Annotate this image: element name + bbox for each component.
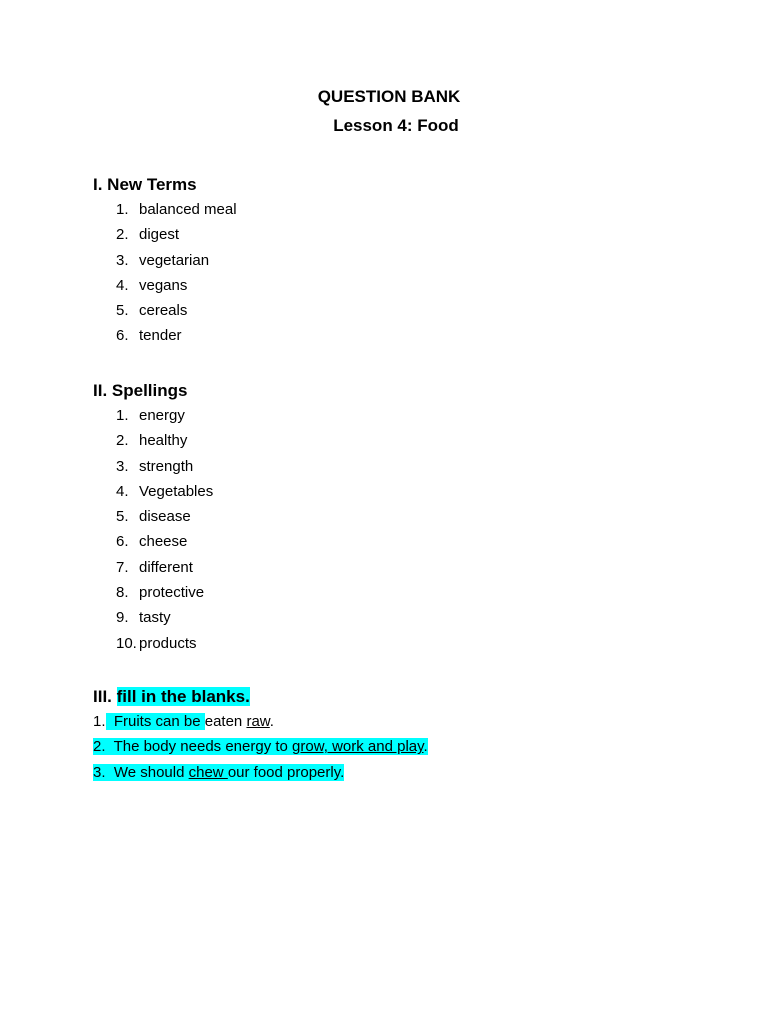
section-fill-blanks xyxy=(93,687,713,788)
list-item xyxy=(93,276,713,295)
list-item xyxy=(93,200,713,219)
list-item xyxy=(93,763,713,782)
list-number: 3. xyxy=(116,251,129,269)
list-number: 10. xyxy=(116,634,137,652)
question-end: . xyxy=(269,713,274,730)
list-number: 7. xyxy=(116,558,129,576)
list-text: healthy xyxy=(139,432,188,450)
list-text: balanced meal xyxy=(139,201,237,218)
list-text: energy xyxy=(139,407,185,424)
heading-highlight: fill in the blanks. xyxy=(116,687,250,706)
list-item xyxy=(93,532,713,551)
list-item xyxy=(93,457,713,476)
list-text: digest xyxy=(139,226,180,244)
document-subtitle: Lesson 4: Food xyxy=(333,116,459,135)
list-number: 1. xyxy=(93,713,106,730)
list-text: Vegetables xyxy=(139,482,214,500)
list-item xyxy=(93,482,713,501)
highlighted-question xyxy=(93,764,344,781)
list-item xyxy=(93,558,713,577)
list-number: 4. xyxy=(116,482,129,500)
answer-text: grow, work and play xyxy=(292,738,424,756)
list-text: strength xyxy=(139,457,194,475)
question-end: . xyxy=(423,738,428,756)
list-number: 6. xyxy=(116,533,129,551)
new-terms-list xyxy=(93,200,713,345)
section-new-terms xyxy=(93,175,713,352)
list-number: 2. xyxy=(116,432,129,450)
list-number: 2. xyxy=(116,226,129,244)
list-item xyxy=(93,406,713,425)
list-item xyxy=(93,583,713,602)
answer-text: raw xyxy=(246,713,270,730)
list-number: 6. xyxy=(116,327,129,345)
fill-blanks-list xyxy=(93,712,713,782)
list-number: 1. xyxy=(116,407,129,424)
section-heading-new-terms: I. New Terms xyxy=(93,175,197,194)
list-item xyxy=(93,251,713,270)
question-text: Fruits can be xyxy=(105,713,205,730)
list-text: products xyxy=(139,634,197,652)
question-text-post: our food properly. xyxy=(227,763,345,781)
list-number: 1. xyxy=(116,201,129,218)
list-text: disease xyxy=(139,508,191,526)
list-number: 3. xyxy=(93,763,106,781)
list-item xyxy=(93,737,713,756)
list-text: different xyxy=(139,558,193,576)
list-text: protective xyxy=(139,584,205,602)
question-text-after: eaten xyxy=(204,713,247,730)
document-title: QUESTION BANK xyxy=(317,87,461,106)
list-number: 8. xyxy=(116,584,129,602)
list-text: cereals xyxy=(139,302,188,320)
answer-text: chew xyxy=(188,763,228,781)
list-number: 3. xyxy=(116,457,129,475)
list-item xyxy=(93,507,713,526)
list-text: vegans xyxy=(139,276,188,294)
spellings-list xyxy=(93,406,713,653)
list-number: 5. xyxy=(116,508,129,526)
list-item xyxy=(93,431,713,450)
list-text: vegetarian xyxy=(139,251,210,269)
section-heading-fill-blanks xyxy=(93,687,713,707)
list-item xyxy=(93,225,713,244)
list-item xyxy=(93,301,713,320)
heading-prefix: III. xyxy=(93,687,117,706)
list-number: 5. xyxy=(116,302,129,320)
section-spellings xyxy=(93,381,713,659)
list-item xyxy=(93,634,713,653)
list-item xyxy=(93,608,713,627)
question-text: We should xyxy=(105,763,189,781)
list-number: 4. xyxy=(116,276,129,294)
section-heading-spellings: II. Spellings xyxy=(93,381,188,400)
list-number: 9. xyxy=(116,609,129,627)
list-item xyxy=(93,712,713,731)
list-text: tender xyxy=(139,327,182,345)
list-text: cheese xyxy=(139,533,188,551)
question-text: The body needs energy to xyxy=(105,738,293,756)
highlighted-question xyxy=(93,738,428,755)
list-number: 2. xyxy=(93,738,106,756)
list-item xyxy=(93,326,713,345)
list-text: tasty xyxy=(139,609,171,627)
